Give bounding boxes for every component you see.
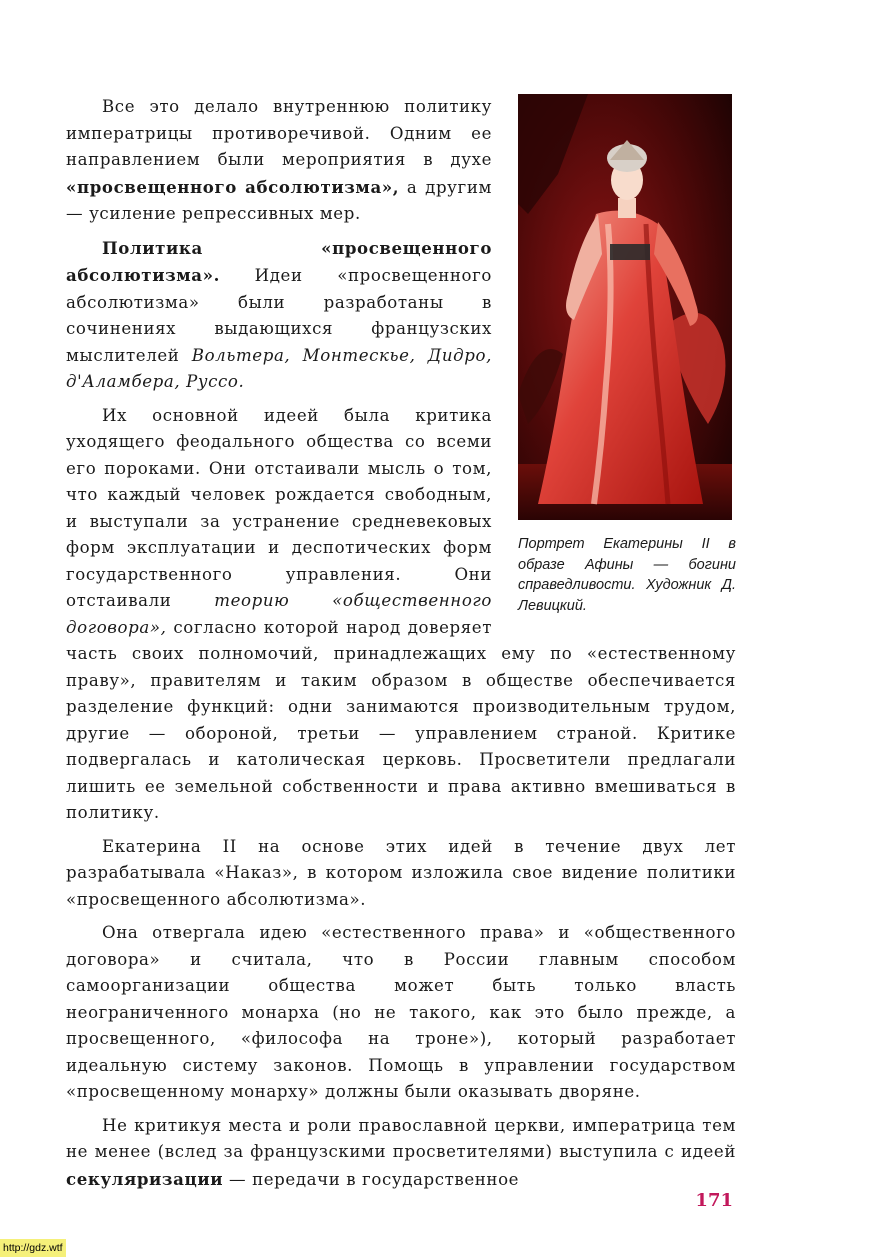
paragraph-5: Она отвергала идею «естественного права» и «общественного договора» и считала, что в России главным способом самоорганизации общества может быть только власть неограниченного монарха (но не такого, как это было прежде, а просвещенного, «философа на троне»), который разработает идеальную систему законов. Помощь в управлении государством «просвещенному монарху» должны были оказывать дворяне. (66, 923, 736, 1101)
term-enlightened-absolutism: «просвещенного абсолютизма», (66, 176, 400, 197)
thinkers-names: Вольтера, Монтескье, Дидро, д'Аламбера, Руссо. (66, 345, 492, 391)
page-content (66, 94, 736, 1193)
portrait-image (518, 94, 732, 520)
paragraph-3: Их основной идеей была критика уходящего феодального общества со всеми его пороками. Они отстаивали мысль о том, что каждый человек рождается свободным, и выступали за устранение средневековых форм эксплуатации и деспотических форм государственного управления. Они отстаивали теорию «общественного договора», согласно которой народ доверяет часть своих полномочий, принадлежащих ему по «естественному праву», правителям и таким образом в обществе обеспечивается разделение функций: одни занимаются производительным трудом, другие — обороной, третьи — управлением страной. Критике подвергалась и католическая церковь. Просветители предлагали лишить ее земельной собственности и права активно вмешиваться в политику. (66, 405, 736, 822)
paragraph-2: Политика «просвещенного абсолютизма». Идеи «просвещенного абсолютизма» были разработаны в сочинениях выдающихся французских мыслителей Вольтера, Монтескье, Дидро, д'Аламбера, Руссо. (66, 237, 492, 391)
paragraph-1: Все это делало внутреннюю политику императрицы противоречивой. Одним ее направлением были мероприятия в духе «просвещенного абсолютизма», а другим — усиление репрессивных мер. (66, 97, 492, 223)
paragraph-4: Екатерина II на основе этих идей в течение двух лет разрабатывала «Наказ», в котором изложила свое видение политики «просвещенного абсолютизма». (66, 836, 736, 909)
portrait-caption: Портрет Екатерины II в образе Афины — богини справедливости. Художник Д. Левицкий. (518, 536, 736, 614)
portrait-figure (514, 94, 736, 616)
watermark-link[interactable]: http://gdz.wtf (0, 1239, 66, 1257)
term-social-contract: теорию «общественного договора», (66, 591, 492, 637)
paragraph-6: Не критикуя места и роли православной церкви, императрица тем не менее (вслед за французскими просветителями) выступила с идеей секуляризации — передачи в государственное (66, 1115, 736, 1189)
section-heading: Политика «просвещенного абсолютизма». (66, 237, 492, 285)
page-number: 171 (695, 1190, 733, 1211)
term-secularization: секуляризации (66, 1168, 224, 1189)
